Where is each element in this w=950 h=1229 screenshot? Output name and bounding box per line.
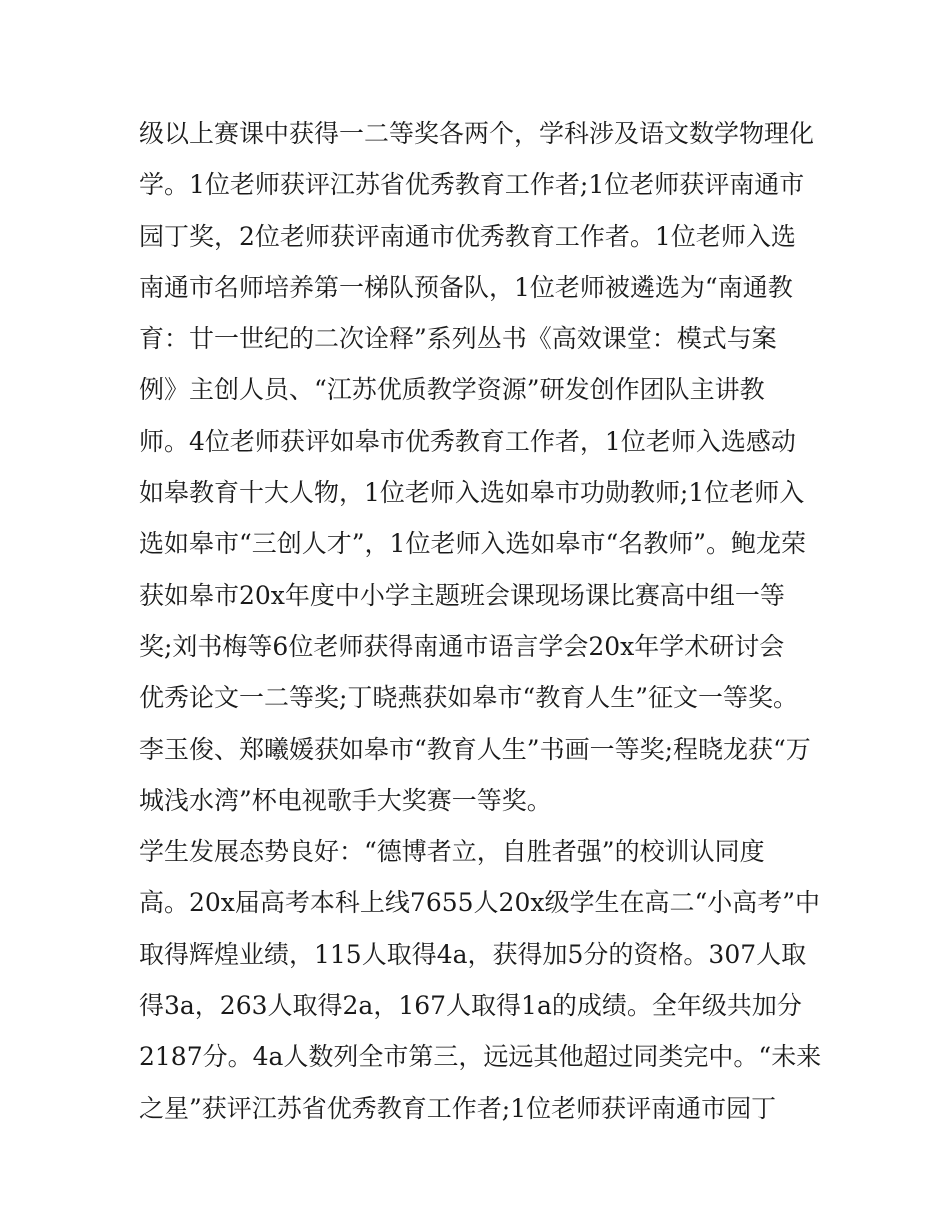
text-line: 取得辉煌业绩，115人取得4a，获得加5分的资格。307人取	[139, 939, 807, 969]
text-line: 2187分。4a人数列全市第三，远远其他超过同类完中。“未来	[139, 1042, 822, 1072]
text-line: 如皋教育十大人物，1位老师入选如皋市功勋教师;1位老师入	[139, 478, 805, 508]
text-line: 师。4位老师获评如皋市优秀教育工作者，1位老师入选感动	[139, 426, 796, 456]
text-line: 李玉俊、郑曦媛获如皋市“教育人生”书画一等奖;程晓龙获“万	[139, 734, 811, 764]
text-line: 级以上赛课中获得一二等奖各两个，学科涉及语文数学物理化	[139, 119, 815, 148]
text-line: 城浅水湾”杯电视歌手大奖赛一等奖。	[139, 785, 552, 815]
text-line: 例》主创人员、“江苏优质教学资源”研发创作团队主讲教	[139, 375, 765, 405]
text-line: 南通市名师培养第一梯队预备队，1位老师被遴选为“南通教	[139, 272, 793, 302]
text-line: 学。1位老师获评江苏省优秀教育工作者;1位老师获评南通市	[139, 170, 805, 200]
text-line: 学生发展态势良好：“德博者立，自胜者强”的校训认同度	[139, 837, 765, 867]
text-line: 园丁奖，2位老师获评南通市优秀教育工作者。1位老师入选	[139, 221, 796, 251]
text-line: 选如皋市“三创人才”，1位老师入选如皋市“名教师”。鲍龙荣	[139, 529, 807, 559]
text-line: 高。20x届高考本科上线7655人20x级学生在高二“小高考”中	[139, 888, 821, 918]
text-line: 获如皋市20x年度中小学主题班会课现场课比赛高中组一等	[139, 580, 785, 610]
text-line: 之星”获评江苏省优秀教育工作者;1位老师获评南通市园丁	[139, 1093, 777, 1123]
text-line: 育：廿一世纪的二次诠释”系列丛书《高效课堂：模式与案	[139, 324, 777, 354]
text-line: 得3a，263人取得2a，167人取得1a的成绩。全年级共加分	[139, 991, 802, 1021]
body-text	[139, 108, 829, 1134]
text-line: 奖;刘书梅等6位老师获得南通市语言学会20x年学术研讨会	[139, 631, 785, 661]
text-line: 优秀论文一二等奖;丁晓燕获如皋市“教育人生”征文一等奖。	[139, 683, 798, 713]
